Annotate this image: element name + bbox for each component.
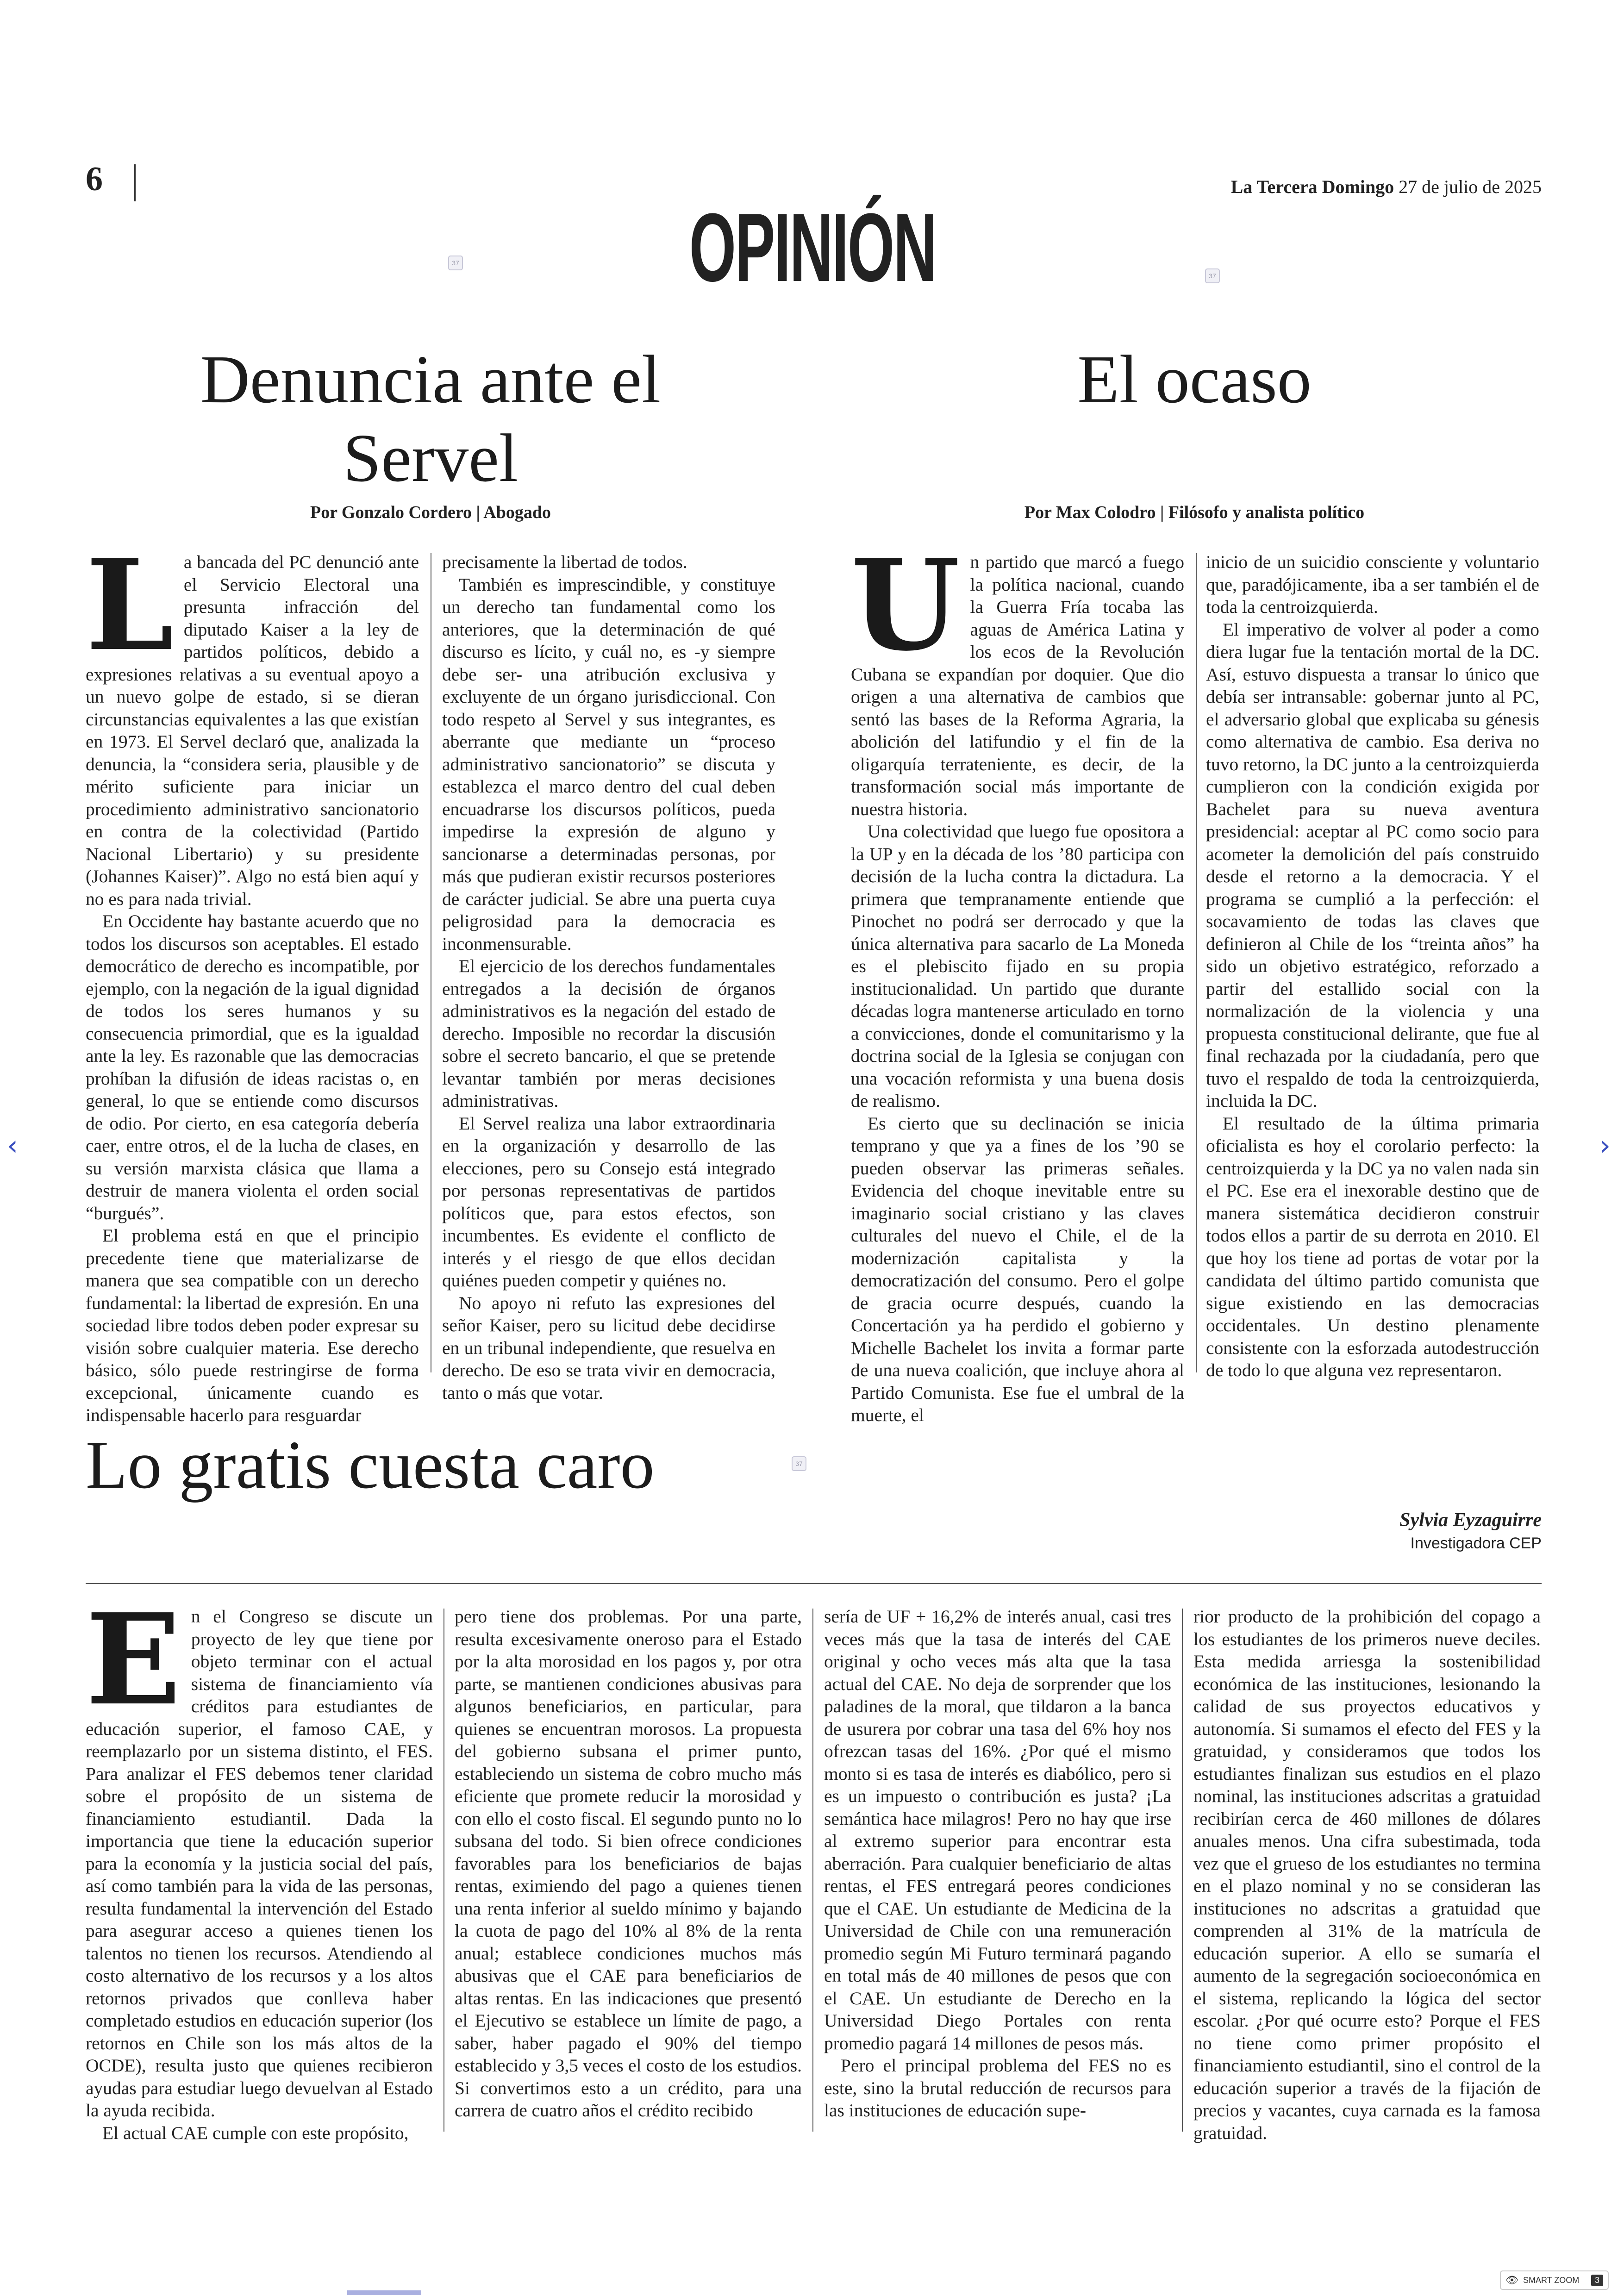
newspaper-info <box>1111 176 1542 198</box>
paragraph: inicio de un suicidio consciente y voluntario que, paradójicamente, iba a ser también el de toda la centroizquierda. <box>1206 552 1539 617</box>
article3-column-1 <box>86 1586 433 2144</box>
paragraph: En Occidente hay bastante acuerdo que no todos los discursos son aceptables. El estado democrático de derecho es incompatible, por ejemplo, con la negación de la igual dignidad de todos los seres humanos y su consecuencia primordial, que es la igualdad ante la ley. Es razonable que las democracias prohíban la difusión de ideas racistas o, en general, lo que se entiende como discursos de odio. Por cierto, en esa categoría debería caer, entre otros, el de la lucha de clases, en su versión marxista clásica que llama a destruir de manera violenta el orden social “burgués”. <box>86 911 419 1223</box>
column-divider <box>1182 1609 1183 2132</box>
paragraph: El imperativo de volver al poder a como diera lugar fue la tentación mortal de la DC. Así, estuvo dispuesta a transar lo único que debía ser intransable: gobernar junto al PC, el adversario global que explicaba su génesis como alternativa de cambio. Esa deriva no tuvo retorno, la DC junto a la centroizquierda cumplieron con la condición exigida por Bachelet para su nueva aventura presidencial: aceptar al PC como socio para acometer la demolición del país construido desde el retorno a la democracia. Y el programa se cumplió a la perfección: el socavamiento de todas las claves que definieron al Chile de los “treinta años” ha sido un objetivo estratégico, reforzado a partir del estallido social con la normalización de la violencia y una propuesta constitucional delirante, que fue al final rechazada por la ciudadanía, pero que tuvo el respaldo de toda la centroizquierda, incluida la DC. <box>1206 619 1539 1111</box>
smart-zoom-count: 3 <box>1591 2275 1603 2286</box>
article3-top-rule <box>86 1583 1542 1584</box>
previous-page-arrow-icon[interactable]: ‹ <box>7 1129 18 1162</box>
page-progress-indicator[interactable] <box>347 2290 421 2295</box>
paragraph: El resultado de la última primaria oficialista es hoy el corolario perfecto: la centroizquierda y la DC ya no valen nada sin el PC. Ese era el inexorable destino que de manera sistemática decidieron construir todos ellos a partir de su derrota en 2010. El que hoy los tiene ad portas de votar por la candidata del último partido comunista que sigue existiendo en las democracias occidentales. Un destino plenamente consistente con la esforzada autodestrucción de todo lo que alguna vez representaron. <box>1206 1113 1539 1380</box>
article2-column-2 <box>1206 551 1539 1382</box>
column-divider <box>812 1609 813 2132</box>
paragraph: n partido que marcó a fuego la política nacional, cuando la Guerra Fría tocaba las aguas de América Latina y los ecos de la Revolución Cubana se expandían por doquier. Que dio origen a una alternativa de cambios que sentó las bases de la Reforma Agraria, la abolición del latifundio y el fin de la oligarquía terrateniente, es decir, de la transformación social más importante de nuestra historia. <box>851 552 1184 819</box>
article2-byline: Por Max Colodro | Filósofo y analista político <box>1024 503 1365 522</box>
article3-column-4 <box>1193 1605 1541 2144</box>
paragraph: pero tiene dos problemas. Por una parte, resulta excesivamente oneroso para el Estado por la alta morosidad en los pagos y, por otra parte, se mantienen condiciones abusivas para algunos beneficiarios, en particular, para quienes se encuentran morosos. La propuesta del gobierno subsana el primer punto, estableciendo un sistema de cobro mucho más eficiente que promete reducir la morosidad y con ello el costo fiscal. El segundo punto no lo subsana del todo. Si bien ofrece condiciones favorables para los beneficiarios de bajas rentas, eximiendo del pago a quienes tienen una renta inferior al sueldo mínimo y bajando la cuota de pago del 10% al 8% de la renta anual; establece condiciones muchos más abusivas que el CAE para beneficiarios de altas rentas. En las indicaciones que presentó el Ejecutivo se establece un límite de pago, a saber, haber pagado el 90% del tiempo establecido y 3,5 veces el costo de los estudios. Si convertimos esto a un crédito, para una carrera de cuatro años el crédito recibido <box>455 1606 802 2120</box>
issue-date: 27 de julio de 2025 <box>1399 176 1542 197</box>
article2-dropcap: U <box>851 531 960 679</box>
article3-column-3 <box>824 1605 1171 2122</box>
hotspot-marker[interactable]: 37 <box>792 1456 806 1471</box>
paragraph: Una colectividad que luego fue opositora a la UP y en la década de los ’80 participa con decisión de la lucha contra la dictadura. La primera que tempranamente entiende que Pinochet no podrá ser derrocado y que la única alternativa para sacarlo de La Moneda es el plebiscito fijado en su propia institucionalidad. Un partido que durante décadas logra mantenerse articulado en torno a convicciones, donde el comunitarismo y la doctrina social de la Iglesia se conjugan con una vocación reformista y una buena dosis de realismo. <box>851 821 1184 1111</box>
article3-dropcap: E <box>86 1586 181 1733</box>
newspaper-name: La Tercera Domingo <box>1230 176 1394 197</box>
paragraph: El ejercicio de los derechos fundamentales entregados a la decisión de órganos administrativos es la negación del estado de derecho. Imposible no recordar la discusión sobre el secreto bancario, el que se pretende levantar también por meras decisiones administrativas. <box>442 956 775 1111</box>
paragraph: n el Congreso se discute un proyecto de ley que tiene por objeto terminar con el actual sistema de financiamiento vía créditos para estudiantes de educación superior, el famoso CAE, y reemplazarlo por un sistema distinto, el FES. Para analizar el FES debemos tener claridad sobre el propósito de un sistema de financiamiento estudiantil. Dada la importancia que tiene la educación superior para la economía y la justicia social del país, así como también para la vida de las personas, resulta fundamental la intervención del Estado para asegurar acceso a quienes tienen los talentos no tienen los recursos. Atendiendo al costo alternativo de los recursos y a los altos retornos privados que conlleva haber completado estudios en educación superior (los retornos en Chile son los más altos de la OCDE), resulta justo que quienes recibieron ayudas para estudiar luego devuelvan al Estado la ayuda recibida. <box>86 1606 433 2120</box>
paragraph: El actual CAE cumple con este propósito, <box>102 2122 409 2143</box>
paragraph: También es imprescindible, y constituye un derecho tan fundamental como los anteriores, que la determinación de qué discurso es lícito, y cuál no, es -y siempre debe ser- una atribución exclusiva y excluyente de un órgano jurisdiccional. Con todo respeto al Servel y sus integrantes, es aberrante que mediante un “proceso administrativo sancionatorio” se discuta y establezca el marco dentro del cual deben encuadrarse los discursos políticos, pueda impedirse la expresión de alguno y sancionarse a determinadas personas, por más que pudieran existir recursos posteriores de carácter judicial. Se abre una puerta cuya peligrosidad para la democracia es inconmensurable. <box>442 574 775 954</box>
paragraph: Es cierto que su declinación se inicia temprano y que ya a fines de los ’90 se pueden observar las primeras señales. Evidencia del choque inevitable entre su imaginario social cristiano y las claves culturales del nuevo el Chile, el de la modernización capitalista y la democratización del consumo. Pero el golpe de gracia ocurre después, cuando la Concertación ya ha perdido el gobierno y Michelle Bachelet los invita a formar parte de una nueva coalición, que incluye ahora al Partido Comunista. Ese fue el umbral de la muerte, el <box>851 1113 1184 1425</box>
article1-title[interactable] <box>83 340 778 498</box>
article2-column-1 <box>851 531 1184 1427</box>
article1-byline: Por Gonzalo Cordero | Abogado <box>310 503 551 522</box>
article1-column-1 <box>86 531 419 1427</box>
paragraph: rior producto de la prohibición del copago a los estudiantes de los primeros nueve deciles. Esta medida arriesga la sostenibilidad económica de las instituciones, lesionando la calidad de sus proyectos educativos y autonomía. Si sumamos el efecto del FES y la gratuidad, y consideramos que todos los estudiantes finalizan sus estudios en el plazo nominal, las instituciones adscritas a gratuidad recibirían cerca de 460 millones de dólares anuales menos. Una cifra subestimada, toda vez que el grueso de los estudiantes no termina en el plazo nominal y no se consideran las instituciones no adscritas a gratuidad que comprenden al 31% de la matrícula de educación superior. A ello se sumaría el aumento de la segregación socioeconómica en el sistema, replicando la lógica del sector escolar. ¿Por qué ocurre esto? Porque el FES no tiene como primer propósito el financiamiento estudiantil, sino el control de la educación superior a través de la fijación de precios y vacantes, cuya carnada es la famosa gratuidad. <box>1193 1606 1541 2143</box>
article3-column-2 <box>455 1605 802 2122</box>
article1-dropcap: L <box>86 531 174 679</box>
article3-title[interactable]: Lo gratis cuesta caro <box>86 1427 655 1503</box>
hotspot-marker[interactable]: 37 <box>1205 268 1220 283</box>
section-title: OPINIÓN <box>689 193 936 302</box>
paragraph: precisamente la libertad de todos. <box>442 552 687 572</box>
paragraph: El Servel realiza una labor extraordinaria en la organización y desarrollo de las elecciones, pero su Consejo está integrado por personas representativas de partidos políticos que, para estos efectos, son incumbentes. Es evidente el conflicto de interés y el riesgo de que ellos decidan quiénes pueden competir y quiénes no. <box>442 1113 775 1291</box>
article3-author-role: Investigadora CEP <box>1410 1534 1542 1552</box>
article3-author: Sylvia Eyzaguirre <box>1399 1509 1542 1531</box>
article2-title[interactable]: El ocaso <box>1077 342 1312 418</box>
paragraph: El problema está en que el principio precedente tiene que materializarse de manera que sea compatible con un derecho fundamental: la libertad de expresión. En una sociedad libre todos deben poder expresar su visión sobre cualquier materia. Ese derecho básico, sólo puede restringirse de forma excepcional, únicamente cuando es indispensable hacerlo para resguardar <box>86 1225 419 1425</box>
page-number: 6 <box>86 160 103 198</box>
smart-zoom-label: SMART ZOOM <box>1523 2275 1580 2285</box>
article1-column-2 <box>442 551 775 1404</box>
paragraph: sería de UF + 16,2% de interés anual, casi tres veces más que la tasa de interés del CAE original y ocho veces más alta que la tasa actual del CAE. No deja de sorprender que los paladines de la moral, que tildaron a la banca de usurera por cobrar una tasa del 6% hoy nos ofrezcan tasas del 16%. ¿Por qué el mismo monto si es tasa de interés es diabólico, pero si es un impuesto o contribución es justa? ¡La semántica hace milagros! Pero no hay que irse al extremo superior para encontrar esta aberración. Para cualquier beneficiario de altas rentas, el FES entregará peores condiciones que el CAE. Un estudiante de Medicina de la Universidad de Chile con una remuneración promedio según Mi Futuro terminará pagando en total más de 40 millones de pesos que con el CAE. Un estudiante de Derecho en la Universidad Diego Portales con renta promedio pagará 14 millones de pesos más. <box>824 1606 1171 2053</box>
paragraph: Pero el principal problema del FES no es este, sino la brutal reducción de recursos para las instituciones de educación supe- <box>824 2055 1171 2120</box>
header-divider <box>134 164 136 201</box>
column-divider <box>1196 553 1197 1372</box>
eye-icon: 👁 <box>1505 2274 1518 2286</box>
hotspot-marker[interactable]: 37 <box>448 256 463 270</box>
page-progress-track[interactable] <box>0 2287 1624 2295</box>
article1-title-line2: Servel <box>343 420 518 497</box>
paragraph: a bancada del PC denunció ante el Servicio Electoral una presunta infracción del diputado Kaiser a la ley de partidos políticos, debido a expresiones relativas a su eventual apoyo a un nuevo golpe de estado, si se dieran circunstancias equivalentes a las que existían en 1973. El Servel declaró que, analizada la denuncia, la “considera seria, plausible y de mérito suficiente para iniciar un procedimiento administrativo sancionatorio en contra de la colectividad (Partido Nacional Libertario) y su presidente (Johannes Kaiser)”. Algo no está bien aquí y no es para nada trivial. <box>86 552 419 909</box>
next-page-arrow-icon[interactable]: › <box>1599 1129 1611 1162</box>
article1-title-line1: Denuncia ante el <box>200 342 661 418</box>
paragraph: No apoyo ni refuto las expresiones del señor Kaiser, pero su licitud debe decidirse en un tribunal independiente, que resuelva en derecho. De eso se trata vivir en democracia, tanto o más que votar. <box>442 1292 775 1403</box>
column-divider <box>443 1609 444 2132</box>
